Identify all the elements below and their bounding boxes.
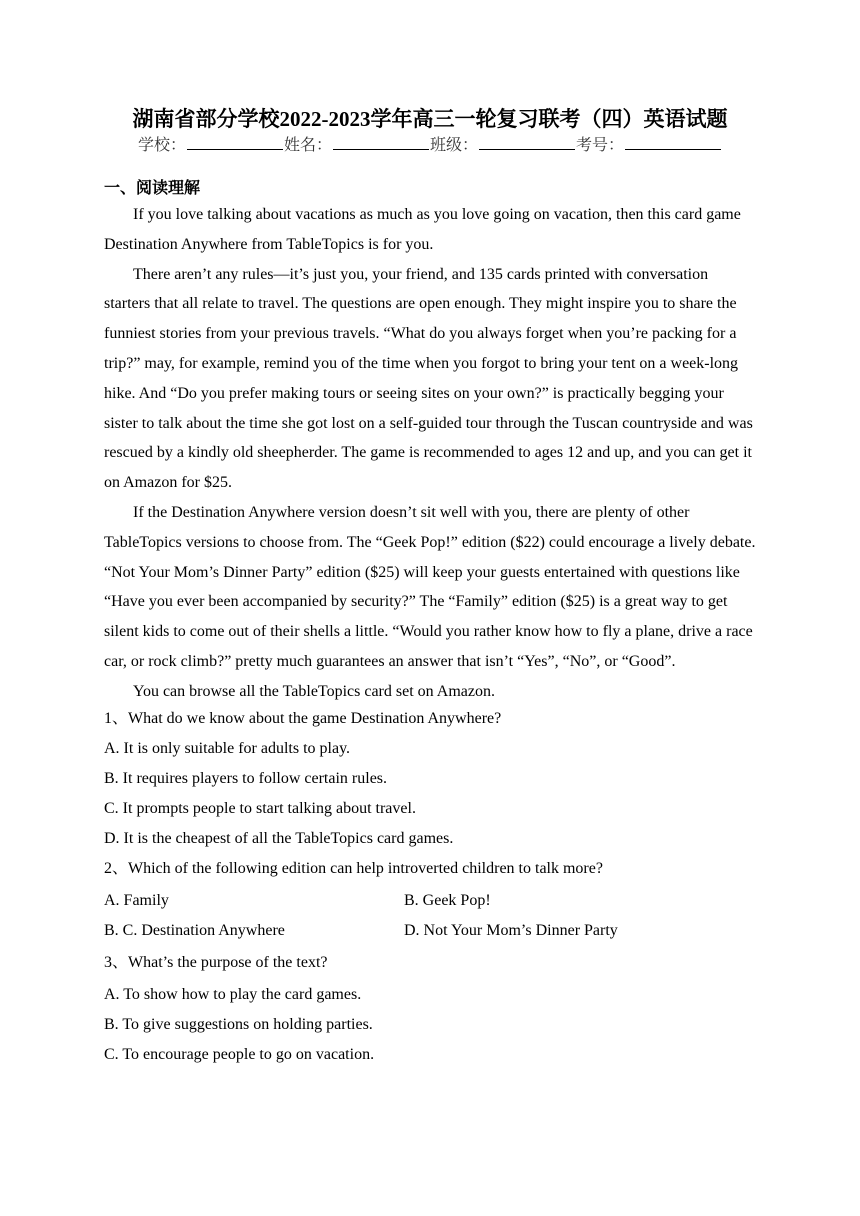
question-2-stem: 2、Which of the following edition can help introverted children to talk more? (104, 859, 603, 877)
exam-no-label: 考号： (576, 137, 625, 154)
question-1-option-a: A. It is only suitable for adults to play. (104, 739, 351, 757)
question-2-option-a: A. Family (104, 891, 169, 909)
question-1-option-d: D. It is the cheapest of all the TableTopics card games. (104, 829, 454, 847)
section-title: 一、阅读理解 (104, 180, 201, 197)
question-2-option-b: B. Geek Pop! (404, 891, 491, 909)
passage-paragraph-3: If the Destination Anywhere version doesn’t sit well with you, there are plenty of other TableTopics versions to choose from. The “Geek Pop!” edition ($22) could encourage a lively debate. “Not Your Mom’s Dinner Party” edition ($25) will keep your guests entertained with questions like “Have you ever been accompanied by security?” The “Family” edition ($25) is a great way to get silent kids to come out of their shells a little. “Would you rather know how to fly a plane, drive a race car, or rock climb?” pretty much guarantees an answer that isn’t “Yes”, “No”, or “Good”. (104, 503, 756, 670)
exam-page (104, 104, 756, 1065)
question-3-option-b: B. To give suggestions on holding parties. (104, 1015, 373, 1033)
question-2-options-row-1 (104, 891, 756, 911)
passage-paragraph-2: There aren’t any rules—it’s just you, your friend, and 135 cards printed with conversation starters that all relate to travel. The questions are open enough. They might inspire you to share the funniest stories from your previous travels. “What do you always forget when you’re packing for a trip?” may, for example, remind you of the time when you forgot to bring your tent on a week-long hike. And “Do you prefer making tours or seeing sites on your own?” is practically begging your sister to talk about the time she got lost on a self-guided tour through the Tuscan countryside and was rescued by a kindly old sheepherder. The game is recommended to ages 12 and up, and you can get it on Amazon for $25. (104, 265, 753, 492)
question-3-option-a: A. To show how to play the card games. (104, 985, 362, 1003)
name-label: 姓名： (283, 137, 332, 154)
student-info-line (104, 134, 756, 158)
passage-paragraph-1: If you love talking about vacations as much as you love going on vacation, then this card game Destination Anywhere from TableTopics is for you. (104, 206, 741, 253)
question-2-options-row-2 (104, 921, 756, 941)
question-3-option-c: C. To encourage people to go on vacation. (104, 1045, 375, 1063)
question-2-option-c: B. C. Destination Anywhere (104, 921, 285, 939)
page-title: 湖南省部分学校2022-2023学年高三一轮复习联考（四）英语试题 (132, 107, 728, 131)
class-label: 班级： (430, 137, 479, 154)
school-label: 学校： (137, 137, 186, 154)
question-3-stem: 3、What’s the purpose of the text? (104, 953, 328, 971)
name-blank (333, 134, 429, 150)
question-1-stem: 1、What do we know about the game Destination Anywhere? (104, 709, 502, 727)
passage-paragraph-4: You can browse all the TableTopics card set on Amazon. (133, 682, 495, 700)
class-blank (479, 134, 575, 150)
question-2-option-d: D. Not Your Mom’s Dinner Party (404, 921, 618, 939)
school-blank (187, 134, 283, 150)
question-1-option-b: B. It requires players to follow certain rules. (104, 769, 388, 787)
question-1-option-c: C. It prompts people to start talking about travel. (104, 799, 416, 817)
exam-no-blank (625, 134, 721, 150)
